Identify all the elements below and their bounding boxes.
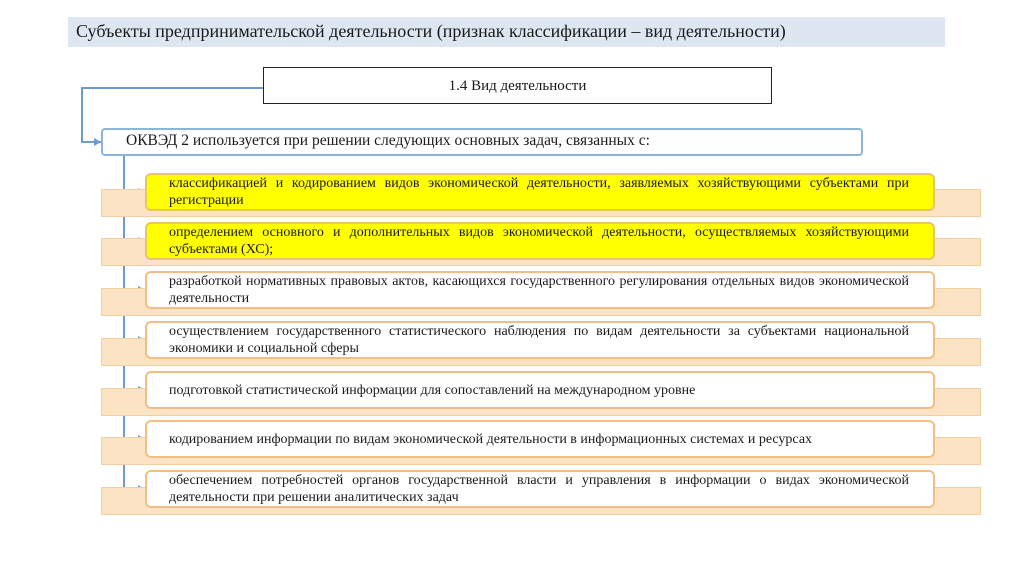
task-text: определением основного и дополнительных видов экономической деятельности, осуществляемых хозяйствующими субъектами (ХС); <box>169 225 909 257</box>
task-item <box>145 420 935 458</box>
task-text: классификацией и кодированием видов экономической деятельности, заявляемых хозяйствующими субъектами при регистрации <box>169 176 909 208</box>
task-item <box>145 371 935 409</box>
task-item <box>145 271 935 309</box>
task-item <box>145 470 935 508</box>
task-text: разработкой нормативных правовых актов, касающихся государственного регулирования отдельных видов экономической деятельности <box>169 274 909 306</box>
task-item <box>145 173 935 211</box>
task-item <box>145 222 935 260</box>
task-text: обеспечением потребностей органов государственной власти и управления в информации о видах экономической деятельности при решении аналитических задач <box>169 473 909 505</box>
task-text: подготовкой статистической информации для сопоставлений на международном уровне <box>169 382 696 398</box>
task-item <box>145 321 935 359</box>
category-box: 1.4 Вид деятельности <box>263 67 772 104</box>
okved-box: ОКВЭД 2 используется при решении следующих основных задач, связанных с: <box>101 128 863 156</box>
slide-title: Субъекты предпринимательской деятельности (признак классификации – вид деятельности) <box>76 21 786 41</box>
task-text: кодированием информации по видам экономической деятельности в информационных системах и ресурсах <box>169 431 813 447</box>
category-to-okved-arrowhead <box>94 138 101 146</box>
task-text: осуществлением государственного статистического наблюдения по видам деятельности за субъектами национальной экономики и социальной сферы <box>169 324 909 356</box>
